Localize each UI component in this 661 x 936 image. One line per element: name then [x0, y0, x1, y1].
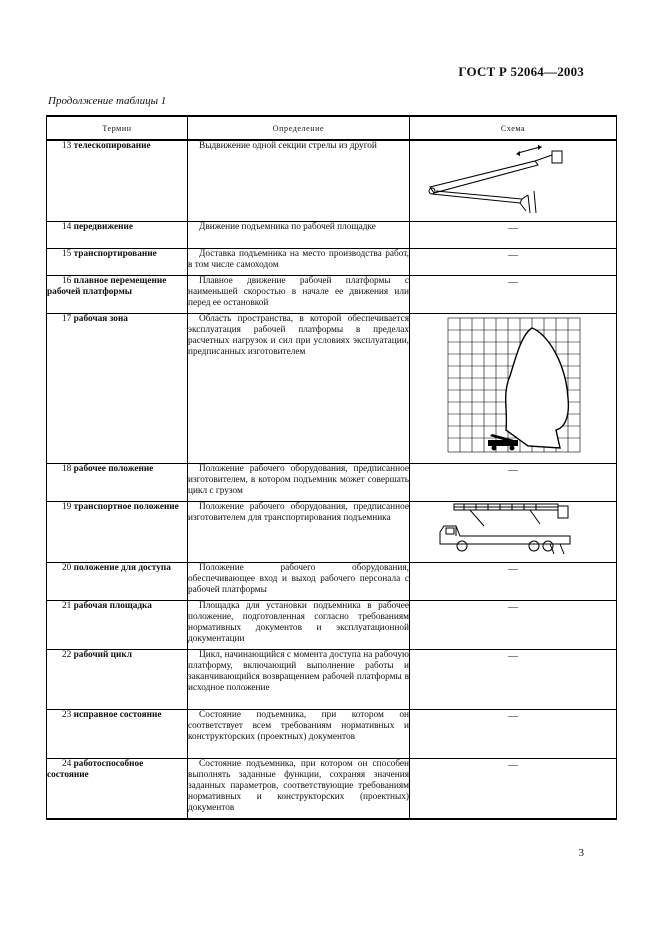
scheme-cell: — — [410, 758, 617, 819]
definition-cell: Положение рабочего оборудования, обеспечивающее вход и выход рабочего персонала с рабочей платформы — [188, 562, 410, 600]
table-row — [47, 313, 617, 463]
definition-cell: Область пространства, в которой обеспечивается эксплуатация рабочей платформы в пределах расчетных нагрузок и сил при условиях эксплуатации, предписанных изготовителем — [188, 313, 410, 463]
definition-cell: Цикл, начинающийся с момента доступа на рабочую платформу, включающий выполнение работы и заканчивающийся возвращением рабочей платформы в исходное положение — [188, 649, 410, 709]
table-row — [47, 501, 617, 562]
table-row — [47, 221, 617, 248]
scheme-cell: — — [410, 649, 617, 709]
scheme-cell — [410, 313, 617, 463]
table-row — [47, 600, 617, 649]
term-cell: 19 транспортное положение — [47, 501, 188, 562]
column-header-definition: Определение — [188, 116, 410, 140]
table-row — [47, 463, 617, 501]
definition-cell: Состояние подъемника, при котором он способен выполнять заданные функции, сохраняя значения заданных параметров, соответствующие требованиям нормативных и конструкторских (проектных) документов — [188, 758, 410, 819]
scheme-cell — [410, 140, 617, 221]
term-cell: 14 передвижение — [47, 221, 188, 248]
scheme-cell: — — [410, 221, 617, 248]
table-row — [47, 140, 617, 221]
term-cell: 20 положение для доступа — [47, 562, 188, 600]
term-cell: 22 рабочий цикл — [47, 649, 188, 709]
table-continuation-caption: Продолжение таблицы 1 — [48, 95, 167, 107]
term-cell: 23 исправное состояние — [47, 709, 188, 758]
term-cell: 21 рабочая площадка — [47, 600, 188, 649]
scheme-cell: — — [410, 248, 617, 275]
working-zone-diagram — [410, 314, 610, 456]
definition-cell: Доставка подъемника на место производства работ, в том числе самоходом — [188, 248, 410, 275]
definition-cell: Движение подъемника по рабочей площадке — [188, 221, 410, 248]
scheme-cell: — — [410, 463, 617, 501]
scheme-cell: — — [410, 562, 617, 600]
telescoping-boom-diagram — [410, 141, 610, 215]
page-number: 3 — [578, 847, 584, 859]
table-row — [47, 709, 617, 758]
definition-cell: Состояние подъемника, при котором он соответствует всем требованиям нормативных и конструкторских (проектных) документов — [188, 709, 410, 758]
table-header-row — [47, 116, 617, 140]
table-row — [47, 649, 617, 709]
transport-position-truck-diagram — [410, 502, 610, 557]
term-cell: 18 рабочее положение — [47, 463, 188, 501]
definition-cell: Положение рабочего оборудования, предписанное изготовителем для транспортирования подъемника — [188, 501, 410, 562]
term-cell: 16 плавное перемещение рабочей платформы — [47, 275, 188, 313]
definition-cell: Площадка для установки подъемника в рабочее положение, подготовленная согласно требованиям нормативных документов и эксплуатационной документации — [188, 600, 410, 649]
term-cell: 13 телескопирование — [47, 140, 188, 221]
table-row — [47, 275, 617, 313]
term-cell: 24 работоспособное состояние — [47, 758, 188, 819]
scheme-cell: — — [410, 275, 617, 313]
table-row — [47, 248, 617, 275]
column-header-term: Термин — [47, 116, 188, 140]
table-row — [47, 758, 617, 819]
term-cell: 15 транспортирование — [47, 248, 188, 275]
scheme-cell: — — [410, 709, 617, 758]
column-header-scheme: Схема — [410, 116, 617, 140]
table-row — [47, 562, 617, 600]
terms-table — [46, 115, 617, 820]
scheme-cell — [410, 501, 617, 562]
document-standard-number: ГОСТ Р 52064—2003 — [458, 64, 584, 79]
term-cell: 17 рабочая зона — [47, 313, 188, 463]
scheme-cell: — — [410, 600, 617, 649]
definition-cell: Выдвижение одной секции стрелы из другой — [188, 140, 410, 221]
definition-cell: Плавное движение рабочей платформы с наименьшей скоростью в начале ее движения или перед ее остановкой — [188, 275, 410, 313]
definition-cell: Положение рабочего оборудования, предписанное изготовителем, в котором подъемник может совершать цикл с грузом — [188, 463, 410, 501]
